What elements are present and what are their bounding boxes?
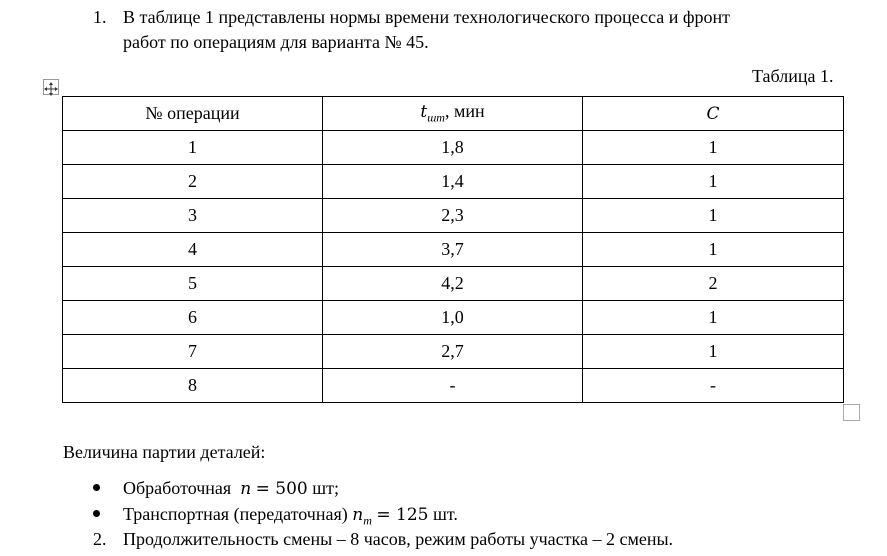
cell-c: 1 (583, 233, 844, 267)
cell-operation: 4 (63, 233, 323, 267)
list-number-1: 1. (93, 7, 107, 27)
header-time-unit: , мин (444, 101, 485, 122)
bullet-icon (93, 484, 100, 491)
cell-c: 1 (583, 199, 844, 233)
cell-operation: 3 (63, 199, 323, 233)
cell-c: 1 (583, 131, 844, 165)
batch-processing-value: = 500 (255, 479, 308, 499)
cell-operation: 2 (63, 165, 323, 199)
table-row (63, 301, 844, 335)
cell-c: 2 (583, 267, 844, 301)
table-resize-handle[interactable] (843, 404, 860, 421)
cell-time: 3,7 (323, 233, 583, 267)
cell-time: 1,4 (323, 165, 583, 199)
table-row (63, 165, 844, 199)
cell-time: 1,8 (323, 131, 583, 165)
item2-text: Продолжительность смены – 8 часов, режим работы участка – 2 смены. (123, 529, 674, 549)
cell-c: 1 (583, 301, 844, 335)
cell-time: 4,2 (323, 267, 583, 301)
cell-time: 2,7 (323, 335, 583, 369)
cell-operation: 7 (63, 335, 323, 369)
batch-processing-line (123, 477, 339, 500)
table-caption: Таблица 1. (752, 66, 834, 86)
table-row (63, 233, 844, 267)
cell-operation: 1 (63, 131, 323, 165)
table-row (63, 267, 844, 301)
operations-table (62, 96, 844, 403)
table-row (63, 199, 844, 233)
cell-time: 2,3 (323, 199, 583, 233)
list-number-2: 2. (93, 529, 107, 549)
move-arrows-icon (44, 82, 58, 96)
header-time-per-piece (323, 97, 583, 131)
batch-transport-sub: т (363, 513, 372, 528)
batch-transport-label: Транспортная (передаточная) (123, 504, 348, 524)
cell-c: 1 (583, 165, 844, 199)
cell-operation: 8 (63, 369, 323, 403)
cell-time: - (323, 369, 583, 403)
header-workstations (583, 97, 844, 131)
header-time-var: t (420, 102, 428, 123)
batch-processing-var: n (240, 479, 252, 499)
table-row (63, 335, 844, 369)
cell-c: 1 (583, 335, 844, 369)
batch-processing-label: Обработочная (123, 478, 232, 498)
bullet-icon (93, 510, 100, 517)
header-time-sub: шт (427, 110, 445, 125)
cell-operation: 5 (63, 267, 323, 301)
item1-text-line2: работ по операциям для варианта № 45. (123, 32, 429, 52)
batch-transport-value: = 125 (376, 505, 429, 525)
table-header-row (63, 97, 844, 131)
table-move-handle[interactable] (43, 79, 59, 95)
item1-text-line1: В таблице 1 представлены нормы времени технологического процесса и фронт (123, 7, 731, 27)
header-c-var: C (706, 104, 720, 124)
batch-transport-unit: шт. (432, 504, 458, 524)
cell-time: 1,0 (323, 301, 583, 335)
table-row (63, 131, 844, 165)
header-operation-number: № операции (63, 97, 323, 131)
cell-operation: 6 (63, 301, 323, 335)
batch-transport-var: n (352, 505, 364, 525)
table-row (63, 369, 844, 403)
batch-processing-unit: шт; (312, 478, 339, 498)
cell-c: - (583, 369, 844, 403)
batch-heading: Величина партии деталей: (63, 442, 266, 462)
